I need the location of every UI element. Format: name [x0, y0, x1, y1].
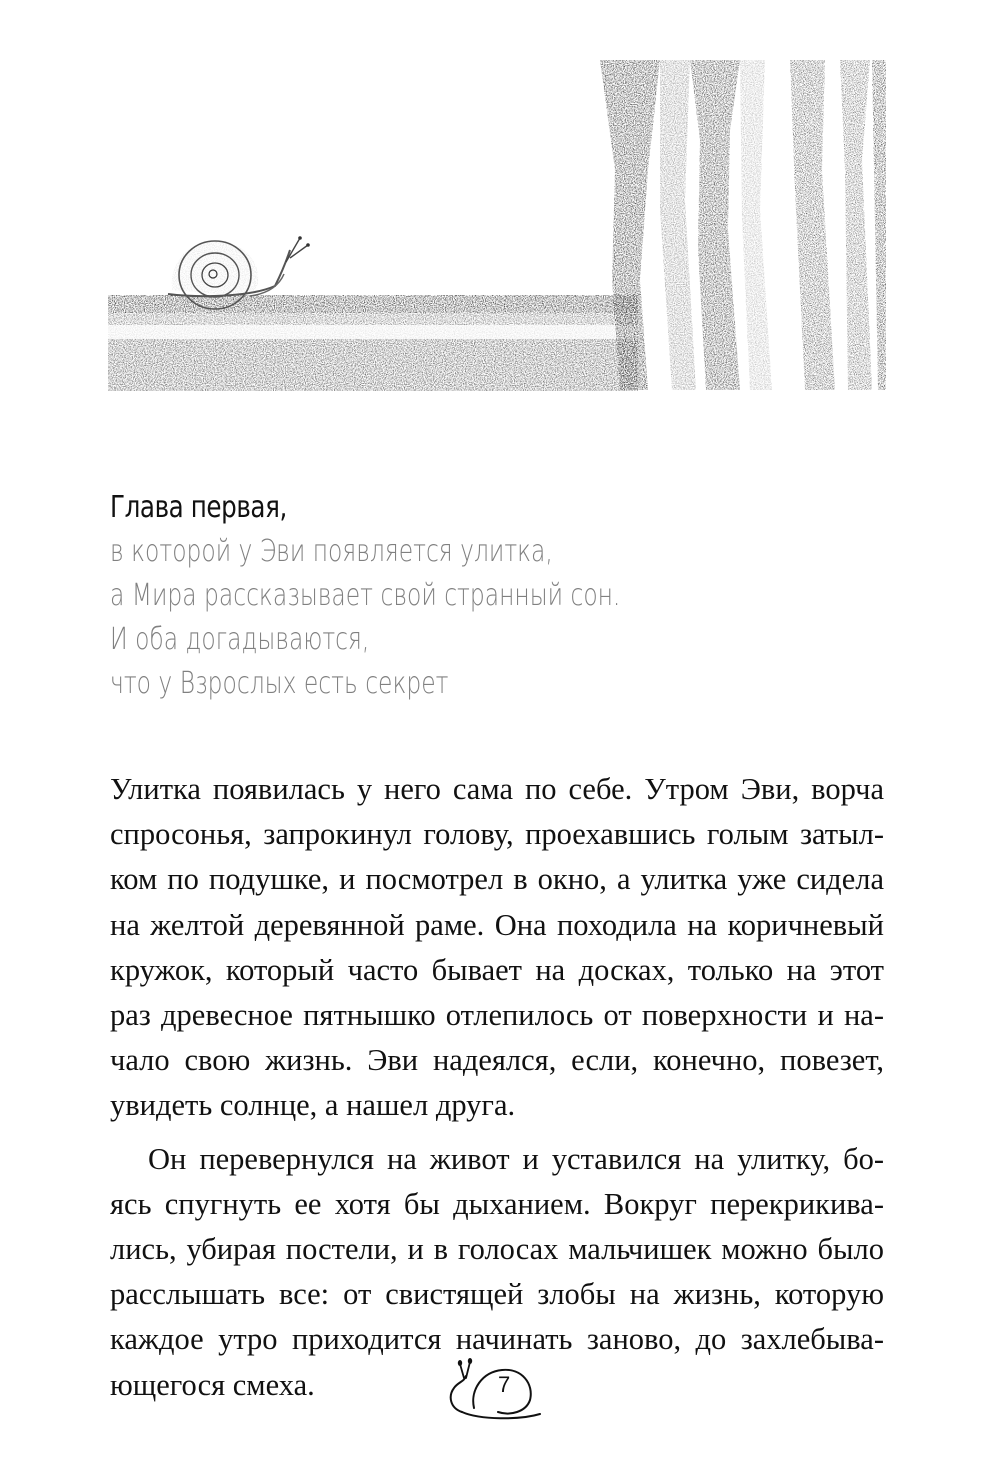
text-line: лись, убирая постели, и в голосах мальчишек можно было: [110, 1232, 884, 1267]
text-line: чало свою жизнь. Эви надеялся, если, конечно, повезет,: [110, 1043, 884, 1078]
window-sill: [108, 295, 638, 391]
page-number: 7: [498, 1372, 511, 1397]
text-line: расслышать все: от свистящей злобы на жизнь, которую: [110, 1277, 884, 1312]
snail-icon: [440, 1350, 550, 1430]
text-line: каждое утро приходится начинать заново, до захлебыва-: [110, 1322, 884, 1357]
chapter-title: Глава первая,: [110, 490, 287, 525]
curtain: [790, 60, 886, 390]
text-line: на желтой деревянной раме. Она походила на коричневый: [110, 907, 884, 942]
chapter-subtitle-line: а Мира рассказывает свой странный сон.: [110, 578, 621, 613]
text-line: раз древесное пятнышко отлепилось от поверхности и на-: [110, 998, 884, 1033]
window-frame: [600, 60, 772, 390]
text-line: Улитка появилась у него сама по себе. Утром Эви, ворча: [110, 772, 884, 806]
text-line: Он перевернулся на живот и уставился на улитку, бо-: [148, 1141, 884, 1176]
text-line: кружок, который часто бывает на досках, только на этот: [110, 952, 884, 987]
chapter-subtitle-line: что у Взрослых есть секрет: [110, 666, 449, 701]
text-line: увидеть солнце, а нашел друга.: [110, 1088, 516, 1123]
chapter-heading: [110, 486, 890, 706]
chapter-illustration: [100, 50, 890, 395]
chapter-subtitle-line: И оба догадываются,: [110, 622, 370, 657]
chapter-subtitle-line: в которой у Эви появляется улитка,: [110, 534, 553, 569]
text-line: ющегося смеха.: [110, 1367, 315, 1402]
text-line: ком по подушке, и посмотрел в окно, а улитка уже сидела: [110, 862, 884, 897]
text-line: спросонья, запрокинул голову, проехавшись голым затыл-: [110, 817, 884, 852]
paragraph: [110, 767, 884, 1129]
text-line: ясь спугнуть ее хотя бы дыханием. Вокруг перекрикива-: [110, 1186, 884, 1221]
page-footer: [440, 1350, 550, 1430]
body-text: [110, 767, 884, 1408]
